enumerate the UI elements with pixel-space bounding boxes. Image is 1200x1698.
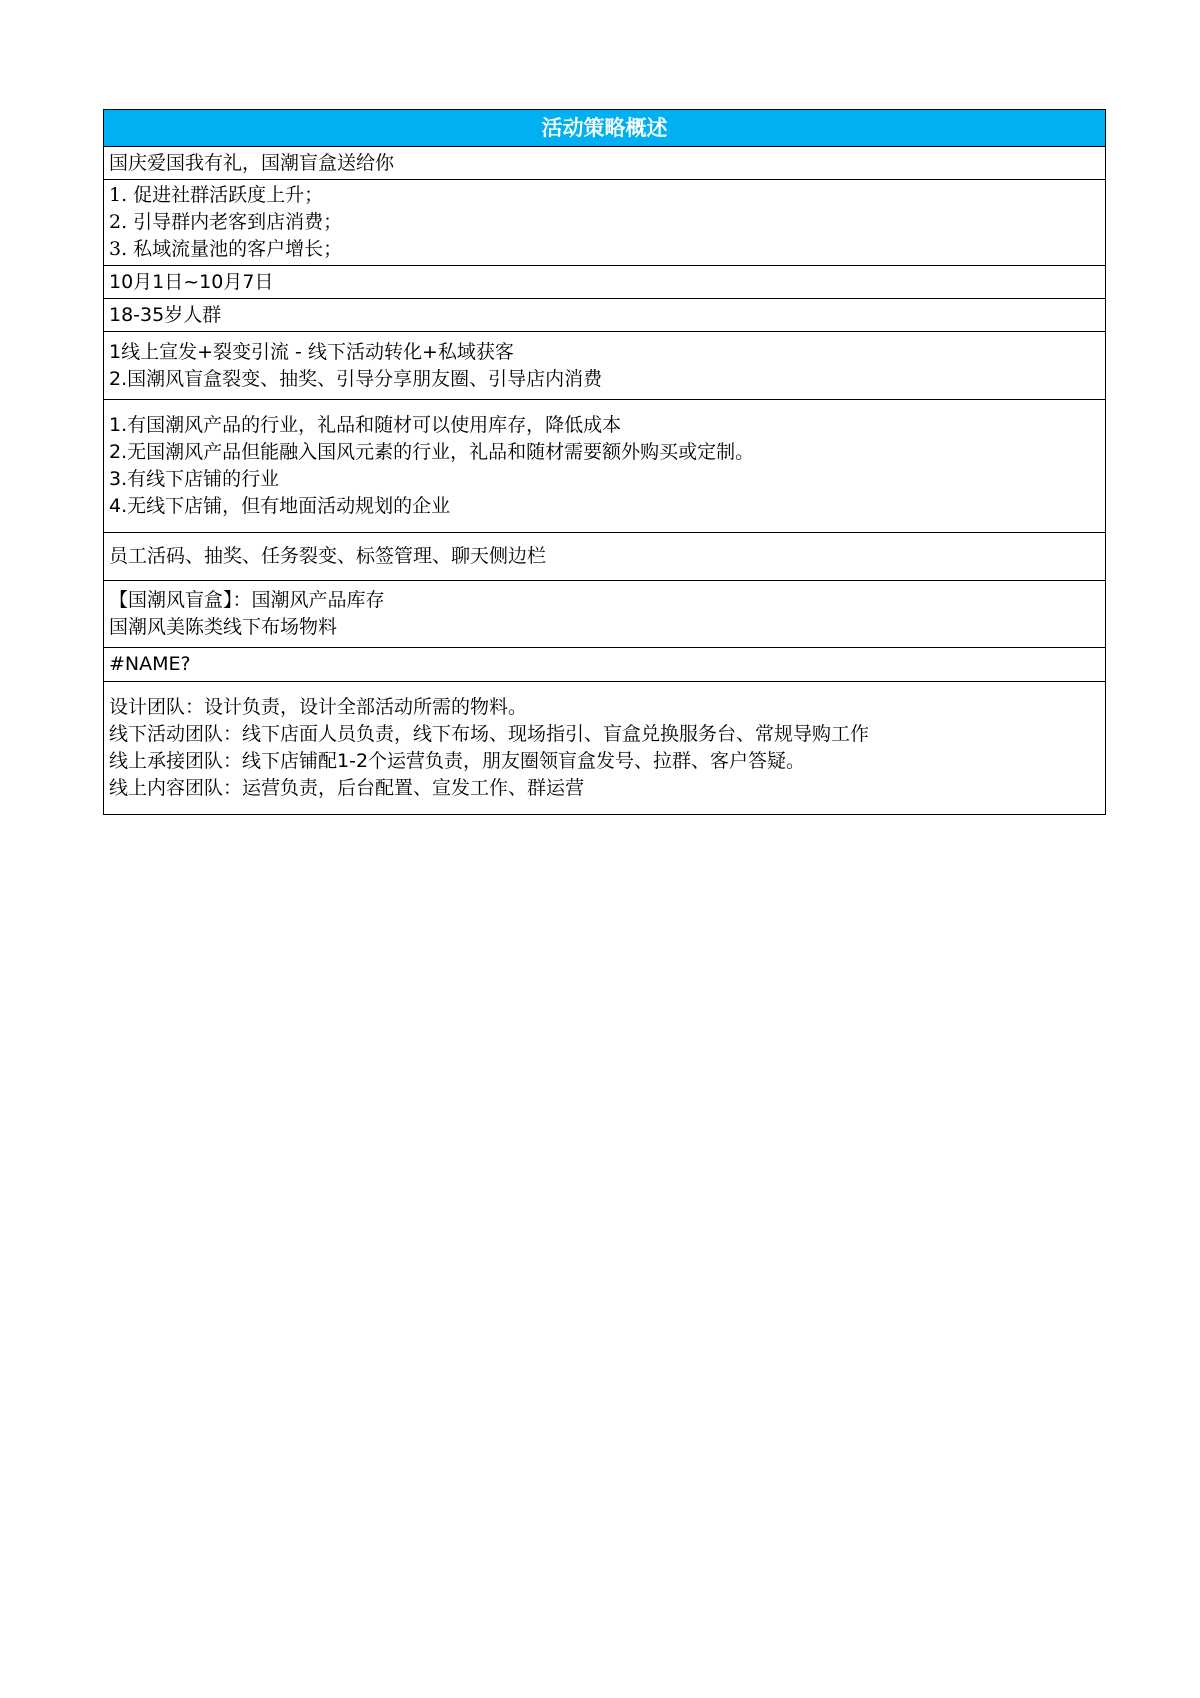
- table-row: [104, 682, 1106, 815]
- material-line: 国潮风美陈类线下布场物料: [109, 616, 338, 638]
- table-title[interactable]: 活动策略概述: [104, 110, 1106, 147]
- goals-cell[interactable]: [104, 180, 1106, 266]
- tools-cell[interactable]: 员工活码、抽奖、任务裂变、标签管理、聊天侧边栏: [104, 533, 1106, 581]
- flow-line: 1线上宣发+裂变引流 - 线下活动转化+私域获客: [109, 340, 514, 363]
- strategy-table: [103, 109, 1106, 815]
- industry-line: 3.有线下店铺的行业: [109, 468, 280, 490]
- industry-line: 4.无线下店铺，但有地面活动规划的企业: [109, 495, 451, 517]
- industry-line: 1.有国潮风产品的行业，礼品和随材可以使用库存，降低成本: [109, 414, 622, 436]
- audience-cell[interactable]: 18-35岁人群: [104, 299, 1106, 332]
- table-row: [104, 180, 1106, 266]
- goal-line: 1. 促进社群活跃度上升；: [109, 184, 324, 206]
- table-row: [104, 332, 1106, 400]
- flow-cell[interactable]: [104, 332, 1106, 400]
- material-line: 【国潮风盲盒】：国潮风产品库存: [109, 589, 385, 611]
- table-row: [104, 400, 1106, 533]
- table-row: [104, 581, 1106, 648]
- table-row: [104, 533, 1106, 581]
- table-header-row: [104, 110, 1106, 147]
- flow-line: 2.国潮风盲盒裂变、抽奖、引导分享朋友圈、引导店内消费: [109, 367, 603, 390]
- industry-line: 2.无国潮风产品但能融入国风元素的行业，礼品和随材需要额外购买或定制。: [109, 441, 755, 463]
- period-cell[interactable]: 10月1日~10月7日: [104, 266, 1106, 299]
- error-cell[interactable]: #NAME?: [104, 648, 1106, 682]
- table-row: [104, 266, 1106, 299]
- teams-cell[interactable]: [104, 682, 1106, 815]
- table-row: [104, 147, 1106, 180]
- materials-cell[interactable]: [104, 581, 1106, 648]
- team-line: 线上承接团队：线下店铺配1-2个运营负责，朋友圈领盲盒发号、拉群、客户答疑。: [109, 750, 806, 772]
- table-row: [104, 648, 1106, 682]
- goal-line: 2. 引导群内老客到店消费；: [109, 211, 343, 233]
- team-line: 线下活动团队：线下店面人员负责，线下布场、现场指引、盲盒兑换服务台、常规导购工作: [109, 723, 870, 745]
- team-line: 设计团队：设计负责，设计全部活动所需的物料。: [109, 696, 528, 718]
- table-row: [104, 299, 1106, 332]
- industries-cell[interactable]: [104, 400, 1106, 533]
- theme-cell[interactable]: 国庆爱国我有礼，国潮盲盒送给你: [104, 147, 1106, 180]
- team-line: 线上内容团队：运营负责，后台配置、宣发工作、群运营: [109, 777, 585, 799]
- goal-line: 3. 私域流量池的客户增长；: [109, 238, 343, 260]
